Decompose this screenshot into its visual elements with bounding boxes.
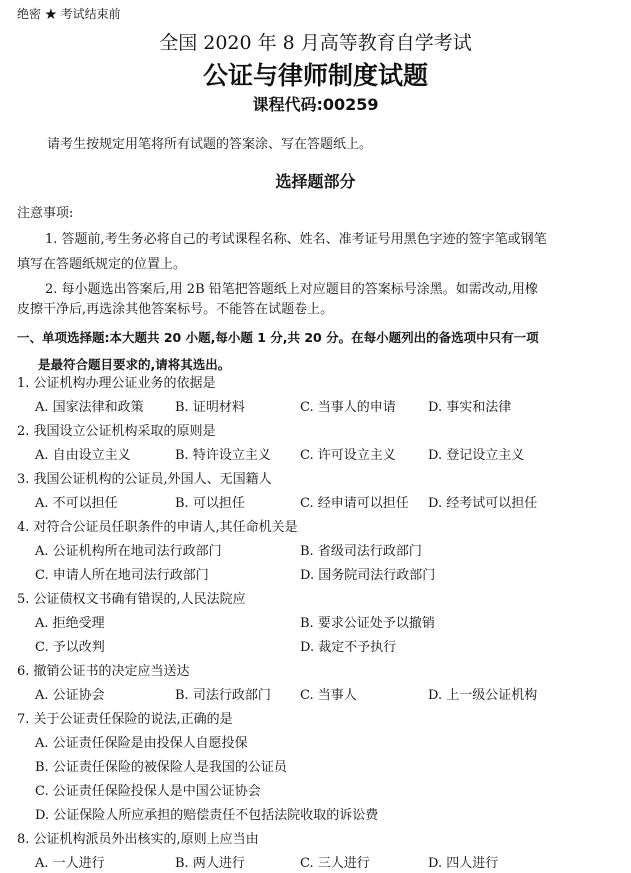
question-option: B. 公证责任保险的被保险人是我国的公证员: [35, 760, 287, 775]
question-option: B. 特许设立主义: [175, 448, 271, 463]
notes-heading: 注意事项:: [17, 206, 74, 221]
question-option: A. 公证责任保险是由投保人自愿投保: [35, 736, 248, 751]
question-option: B. 两人进行: [175, 856, 245, 871]
question-stem: 2. 我国设立公证机构采取的原则是: [17, 424, 216, 439]
question-option: D. 经考试可以担任: [428, 496, 538, 511]
part1-heading-cont: 是最符合题目要求的,请将其选出。: [38, 357, 231, 372]
question-option: D. 公证保险人所应承担的赔偿责任不包括法院收取的诉讼费: [35, 808, 379, 823]
question-option: A. 一人进行: [35, 856, 105, 871]
section-title: 选择题部分: [275, 172, 356, 191]
question-option: A. 公证机构所在地司法行政部门: [35, 544, 222, 559]
question-stem: 6. 撤销公证书的决定应当送达: [17, 664, 190, 679]
question-option: A. 拒绝受理: [35, 616, 105, 631]
question-option: C. 当事人的申请: [300, 400, 396, 415]
question-stem: 4. 对符合公证员任职条件的申请人,其任命机关是: [17, 520, 298, 535]
question-stem: 3. 我国公证机构的公证员,外国人、无国籍人: [17, 472, 272, 487]
question-option: B. 司法行政部门: [175, 688, 271, 703]
question-option: A. 公证协会: [35, 688, 105, 703]
question-option: B. 证明材料: [175, 400, 245, 415]
course-code: 课程代码:00259: [252, 95, 379, 114]
exam-title: 全国 2020 年 8 月高等教育自学考试: [159, 32, 472, 54]
question-option: C. 许可设立主义: [300, 448, 396, 463]
note-2: 2. 每小题选出答案后,用 2B 铅笔把答题纸上对应题目的答案标号涂黑。如需改动,用橡: [45, 282, 538, 297]
question-option: C. 申请人所在地司法行政部门: [35, 568, 209, 583]
note-1-cont: 填写在答题纸规定的位置上。: [17, 257, 187, 272]
confidential-label: 绝密 ★ 考试结束前: [17, 7, 121, 21]
question-option: B. 要求公证处予以撤销: [300, 616, 435, 631]
paper-title: 公证与律师制度试题: [202, 61, 428, 90]
question-option: D. 事实和法律: [428, 400, 512, 415]
question-option: A. 国家法律和政策: [35, 400, 144, 415]
question-option: D. 上一级公证机构: [428, 688, 538, 703]
question-option: D. 登记设立主义: [428, 448, 525, 463]
question-option: D. 四人进行: [428, 856, 499, 871]
question-option: D. 国务院司法行政部门: [300, 568, 436, 583]
note-2-cont: 皮擦干净后,再选涂其他答案标号。不能答在试题卷上。: [17, 302, 334, 317]
question-option: C. 当事人: [300, 688, 357, 703]
question-option: C. 三人进行: [300, 856, 370, 871]
question-stem: 7. 关于公证责任保险的说法,正确的是: [17, 712, 233, 727]
question-stem: 8. 公证机构派员外出核实的,原则上应当由: [17, 832, 259, 847]
question-option: C. 予以改判: [35, 640, 105, 655]
question-stem: 1. 公证机构办理公证业务的依据是: [17, 376, 216, 391]
question-stem: 5. 公证债权文书确有错误的,人民法院应: [17, 592, 246, 607]
question-option: A. 自由设立主义: [35, 448, 131, 463]
instruction: 请考生按规定用笔将所有试题的答案涂、写在答题纸上。: [47, 137, 373, 152]
part1-heading: 一、单项选择题:本大题共 20 小题,每小题 1 分,共 20 分。在每小题列出的备选项中只有一项: [17, 330, 539, 345]
question-option: C. 公证责任保险投保人是中国公证协会: [35, 784, 261, 799]
question-option: B. 可以担任: [175, 496, 245, 511]
note-1: 1. 答题前,考生务必将自己的考试课程名称、姓名、准考证号用黑色字迹的签字笔或钢笔: [45, 232, 547, 247]
question-option: A. 不可以担任: [35, 496, 118, 511]
question-option: D. 裁定不予执行: [300, 640, 397, 655]
question-option: B. 省级司法行政部门: [300, 544, 422, 559]
question-option: C. 经申请可以担任: [300, 496, 409, 511]
